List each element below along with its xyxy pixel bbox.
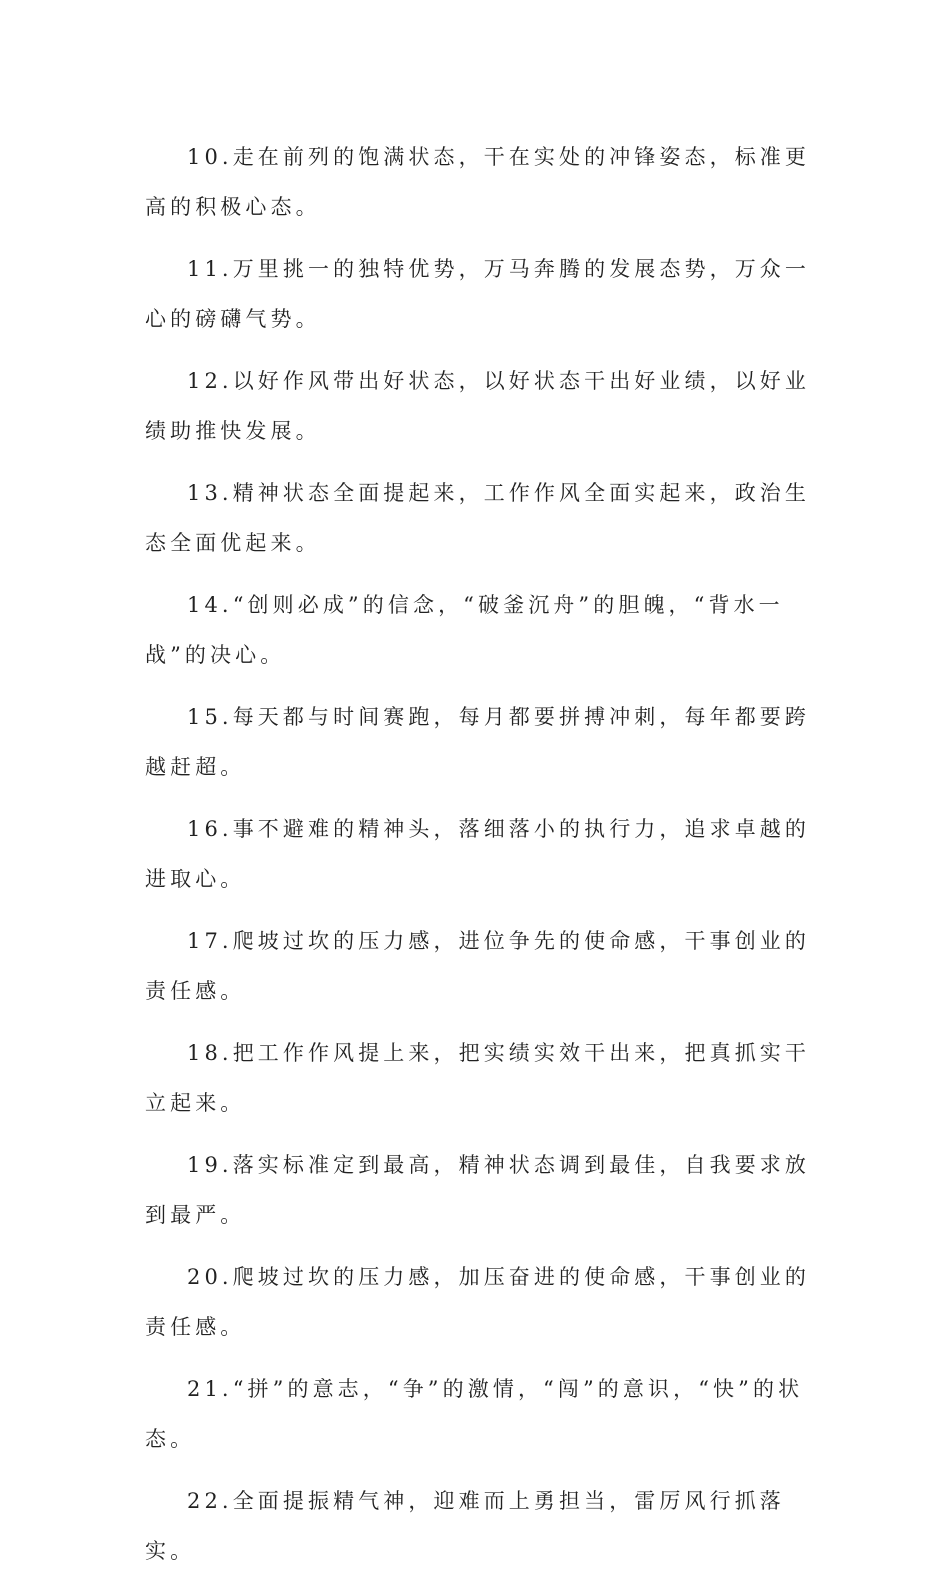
paragraph-10: 10.走在前列的饱满状态，干在实处的冲锋姿态，标准更高的积极心态。 [145,145,810,219]
paragraph-13: 13.精神状态全面提起来，工作作风全面实起来，政治生态全面优起来。 [145,481,810,555]
paragraph-22: 22.全面提振精气神，迎难而上勇担当，雷厉风行抓落实。 [145,1489,785,1563]
paragraph-15: 15.每天都与时间赛跑，每月都要拼搏冲刺，每年都要跨越赶超。 [145,705,810,779]
document-body [145,132,810,1588]
paragraph-11: 11.万里挑一的独特优势，万马奔腾的发展态势，万众一心的磅礴气势。 [145,257,810,331]
paragraph-18: 18.把工作作风提上来，把实绩实效干出来，把真抓实干立起来。 [145,1041,810,1115]
paragraph-12: 12.以好作风带出好状态，以好状态干出好业绩，以好业绩助推快发展。 [145,369,810,443]
paragraph-19: 19.落实标准定到最高，精神状态调到最佳，自我要求放到最严。 [145,1153,810,1227]
paragraph-14: 14.“创则必成”的信念，“破釜沉舟”的胆魄，“背水一战”的决心。 [145,593,784,667]
paragraph-17: 17.爬坡过坎的压力感，进位争先的使命感，干事创业的责任感。 [145,929,810,1003]
paragraph-21: 21.“拼”的意志，“争”的激情，“闯”的意识，“快”的状态。 [145,1377,804,1451]
paragraph-16: 16.事不避难的精神头，落细落小的执行力，追求卓越的进取心。 [145,817,810,891]
paragraph-20: 20.爬坡过坎的压力感，加压奋进的使命感，干事创业的责任感。 [145,1265,810,1339]
